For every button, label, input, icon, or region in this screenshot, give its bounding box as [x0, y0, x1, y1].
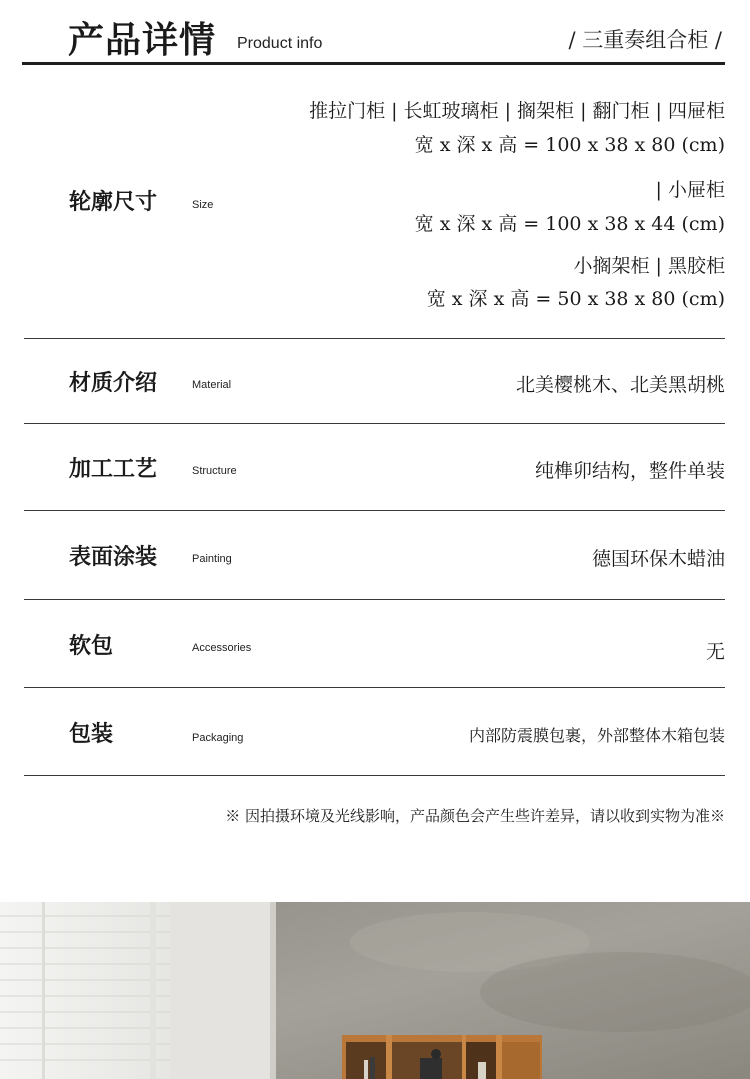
spec-label: 包装 — [69, 721, 114, 747]
product-series-name: / 三重奏组合柜 / — [568, 28, 722, 52]
spec-row-structure — [24, 452, 725, 492]
divider — [24, 423, 725, 424]
spec-label-en: Packaging — [192, 732, 244, 744]
spec-row-accessories — [24, 629, 725, 669]
color-disclaimer-note: ※ 因拍摄环境及光线影响，产品颜色会产生些许差异，请以收到实物为准※ — [225, 807, 725, 825]
spec-label-en: Painting — [192, 553, 232, 565]
spec-value: 北美樱桃木、北美黑胡桃 — [515, 374, 725, 396]
divider — [24, 687, 725, 688]
spec-value: 无 — [705, 641, 725, 663]
header-divider — [22, 62, 725, 65]
spec-row-packaging — [24, 717, 725, 757]
divider — [24, 510, 725, 511]
size-group-3-name: 小搁架柜 | 黑胶柜 — [573, 255, 725, 277]
page-header — [0, 0, 750, 66]
product-photo — [0, 902, 750, 1079]
spec-value: 纯榫卯结构，整件单装 — [534, 460, 725, 482]
page-subtitle: Product info — [237, 35, 323, 52]
divider — [24, 599, 725, 600]
spec-label-en: Structure — [192, 465, 237, 477]
spec-label: 软包 — [69, 633, 114, 659]
size-label: 轮廓尺寸 — [69, 189, 158, 215]
size-group-2-dims: 宽 x 深 x 高 = 100 x 38 x 44 (cm) — [414, 213, 725, 235]
size-group-2-name: | 小屉柜 — [655, 179, 725, 201]
size-group-3-dims: 宽 x 深 x 高 = 50 x 38 x 80 (cm) — [426, 288, 725, 310]
spec-row-painting — [24, 540, 725, 580]
spec-label: 材质介绍 — [69, 370, 158, 396]
spec-value: 内部防震膜包裹，外部整体木箱包装 — [468, 726, 725, 745]
page-title: 产品详情 — [68, 19, 217, 61]
spec-row-material — [24, 366, 725, 406]
spec-label-en: Accessories — [192, 642, 252, 654]
spec-label-en: Material — [192, 379, 232, 391]
size-label-en: Size — [192, 199, 214, 211]
size-group-1-dims: 宽 x 深 x 高 = 100 x 38 x 80 (cm) — [414, 134, 725, 156]
size-group-1-name: 推拉门柜 | 长虹玻璃柜 | 搁架柜 | 翻门柜 | 四屉柜 — [309, 100, 725, 122]
spec-value: 德国环保木蜡油 — [591, 548, 725, 570]
spec-label: 加工工艺 — [69, 456, 158, 482]
spec-label: 表面涂装 — [69, 544, 158, 570]
divider — [24, 338, 725, 339]
divider — [24, 775, 725, 776]
